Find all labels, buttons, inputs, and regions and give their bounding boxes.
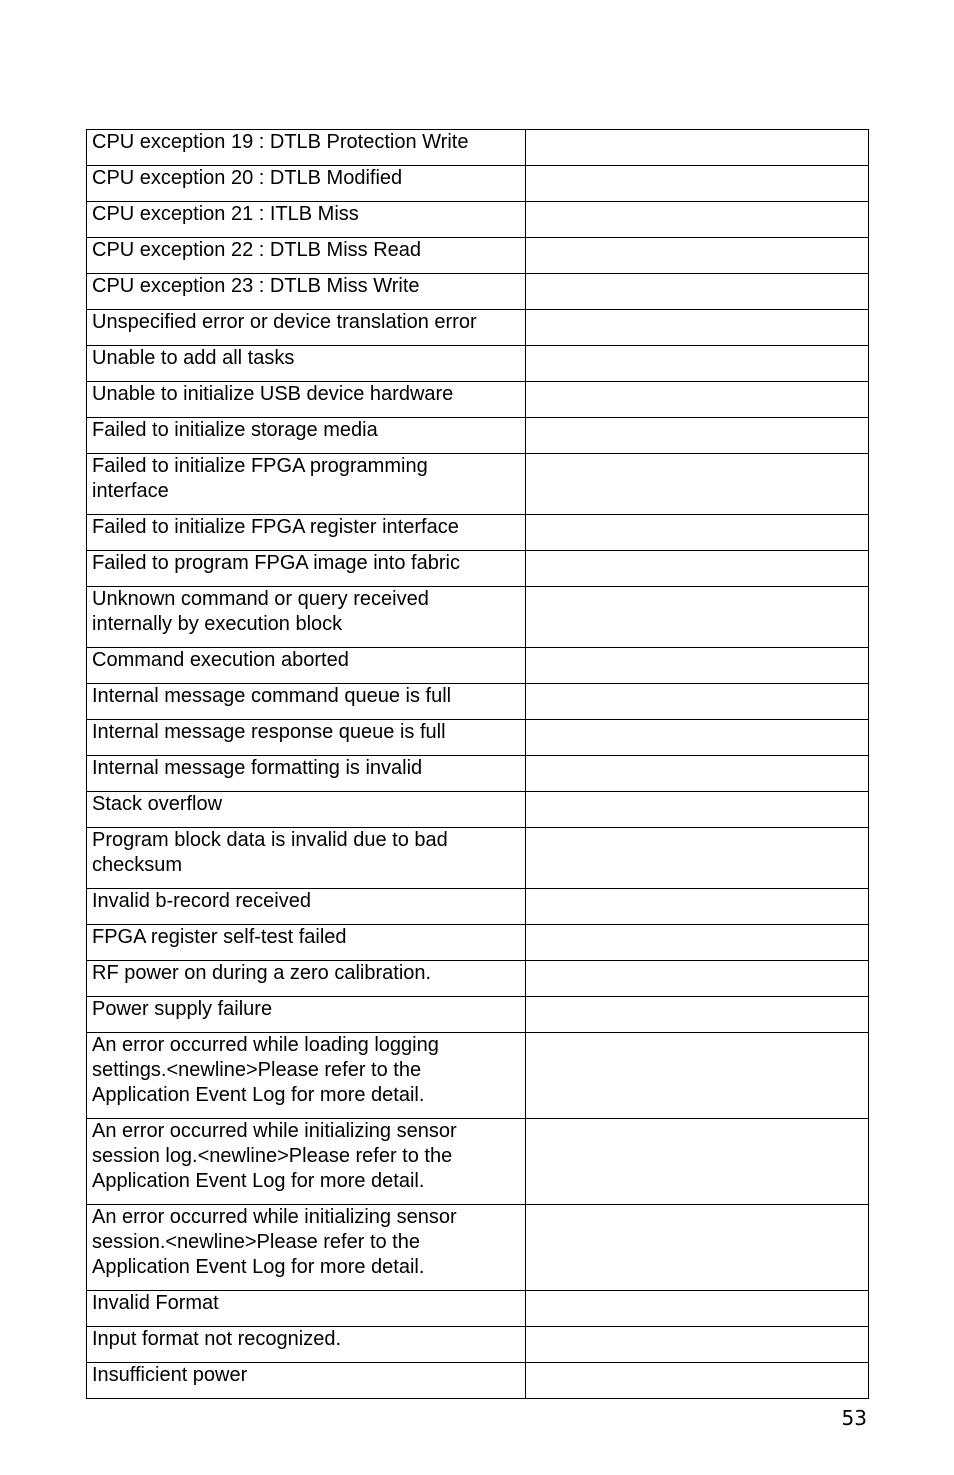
page-number: 53	[841, 1406, 867, 1430]
error-description-cell: Unable to initialize USB device hardware	[87, 382, 526, 418]
table-row	[87, 648, 869, 684]
error-description-cell: Failed to program FPGA image into fabric	[87, 551, 526, 587]
error-detail-cell	[526, 997, 869, 1033]
error-description-cell: Invalid b-record received	[87, 889, 526, 925]
table-row	[87, 792, 869, 828]
table-row	[87, 587, 869, 648]
table-row	[87, 515, 869, 551]
error-detail-cell	[526, 828, 869, 889]
error-detail-cell	[526, 346, 869, 382]
error-detail-cell	[526, 587, 869, 648]
error-description-cell: An error occurred while initializing sensor session.<newline>Please refer to the Application Event Log for more detail.	[87, 1205, 526, 1291]
table-row	[87, 756, 869, 792]
error-description-cell: FPGA register self-test failed	[87, 925, 526, 961]
table-row	[87, 1205, 869, 1291]
table-row	[87, 684, 869, 720]
table-row	[87, 418, 869, 454]
table-row	[87, 346, 869, 382]
error-detail-cell	[526, 684, 869, 720]
error-detail-cell	[526, 756, 869, 792]
error-detail-cell	[526, 1291, 869, 1327]
error-description-cell: Input format not recognized.	[87, 1327, 526, 1363]
error-description-cell: Unspecified error or device translation error	[87, 310, 526, 346]
error-message-table	[86, 129, 869, 1399]
error-detail-cell	[526, 202, 869, 238]
error-description-cell: CPU exception 23 : DTLB Miss Write	[87, 274, 526, 310]
error-description-cell: Internal message response queue is full	[87, 720, 526, 756]
table-row	[87, 551, 869, 587]
table-row	[87, 925, 869, 961]
error-detail-cell	[526, 720, 869, 756]
table-row	[87, 828, 869, 889]
error-detail-cell	[526, 454, 869, 515]
table-row	[87, 1119, 869, 1205]
error-description-cell: Unknown command or query received internally by execution block	[87, 587, 526, 648]
error-detail-cell	[526, 961, 869, 997]
table-row	[87, 997, 869, 1033]
table-row	[87, 1327, 869, 1363]
error-description-cell: CPU exception 21 : ITLB Miss	[87, 202, 526, 238]
table-row	[87, 310, 869, 346]
table-row	[87, 202, 869, 238]
error-detail-cell	[526, 1363, 869, 1399]
table-row	[87, 720, 869, 756]
error-table-body	[87, 130, 869, 1399]
table-row	[87, 961, 869, 997]
error-description-cell: Failed to initialize FPGA programming interface	[87, 454, 526, 515]
table-row	[87, 454, 869, 515]
error-description-cell: RF power on during a zero calibration.	[87, 961, 526, 997]
error-description-cell: Internal message command queue is full	[87, 684, 526, 720]
error-detail-cell	[526, 130, 869, 166]
error-detail-cell	[526, 166, 869, 202]
error-description-cell: CPU exception 22 : DTLB Miss Read	[87, 238, 526, 274]
error-description-cell: Insufficient power	[87, 1363, 526, 1399]
error-description-cell: An error occurred while initializing sensor session log.<newline>Please refer to the Application Event Log for more detail.	[87, 1119, 526, 1205]
error-detail-cell	[526, 382, 869, 418]
error-detail-cell	[526, 310, 869, 346]
table-row	[87, 1363, 869, 1399]
error-detail-cell	[526, 1205, 869, 1291]
error-detail-cell	[526, 238, 869, 274]
error-description-cell: CPU exception 19 : DTLB Protection Write	[87, 130, 526, 166]
error-description-cell: An error occurred while loading logging settings.<newline>Please refer to the Application Event Log for more detail.	[87, 1033, 526, 1119]
table-row	[87, 166, 869, 202]
error-description-cell: Command execution aborted	[87, 648, 526, 684]
table-row	[87, 130, 869, 166]
table-row	[87, 1291, 869, 1327]
error-description-cell: CPU exception 20 : DTLB Modified	[87, 166, 526, 202]
error-description-cell: Internal message formatting is invalid	[87, 756, 526, 792]
error-description-cell: Unable to add all tasks	[87, 346, 526, 382]
error-detail-cell	[526, 274, 869, 310]
error-detail-cell	[526, 515, 869, 551]
error-detail-cell	[526, 1033, 869, 1119]
error-detail-cell	[526, 1119, 869, 1205]
error-description-cell: Stack overflow	[87, 792, 526, 828]
table-row	[87, 238, 869, 274]
error-detail-cell	[526, 551, 869, 587]
error-detail-cell	[526, 648, 869, 684]
table-row	[87, 382, 869, 418]
error-description-cell: Failed to initialize storage media	[87, 418, 526, 454]
error-description-cell: Power supply failure	[87, 997, 526, 1033]
table-row	[87, 1033, 869, 1119]
table-row	[87, 889, 869, 925]
error-detail-cell	[526, 925, 869, 961]
error-description-cell: Program block data is invalid due to bad checksum	[87, 828, 526, 889]
error-description-cell: Failed to initialize FPGA register interface	[87, 515, 526, 551]
error-description-cell: Invalid Format	[87, 1291, 526, 1327]
table-row	[87, 274, 869, 310]
error-detail-cell	[526, 889, 869, 925]
error-detail-cell	[526, 418, 869, 454]
error-detail-cell	[526, 792, 869, 828]
error-detail-cell	[526, 1327, 869, 1363]
